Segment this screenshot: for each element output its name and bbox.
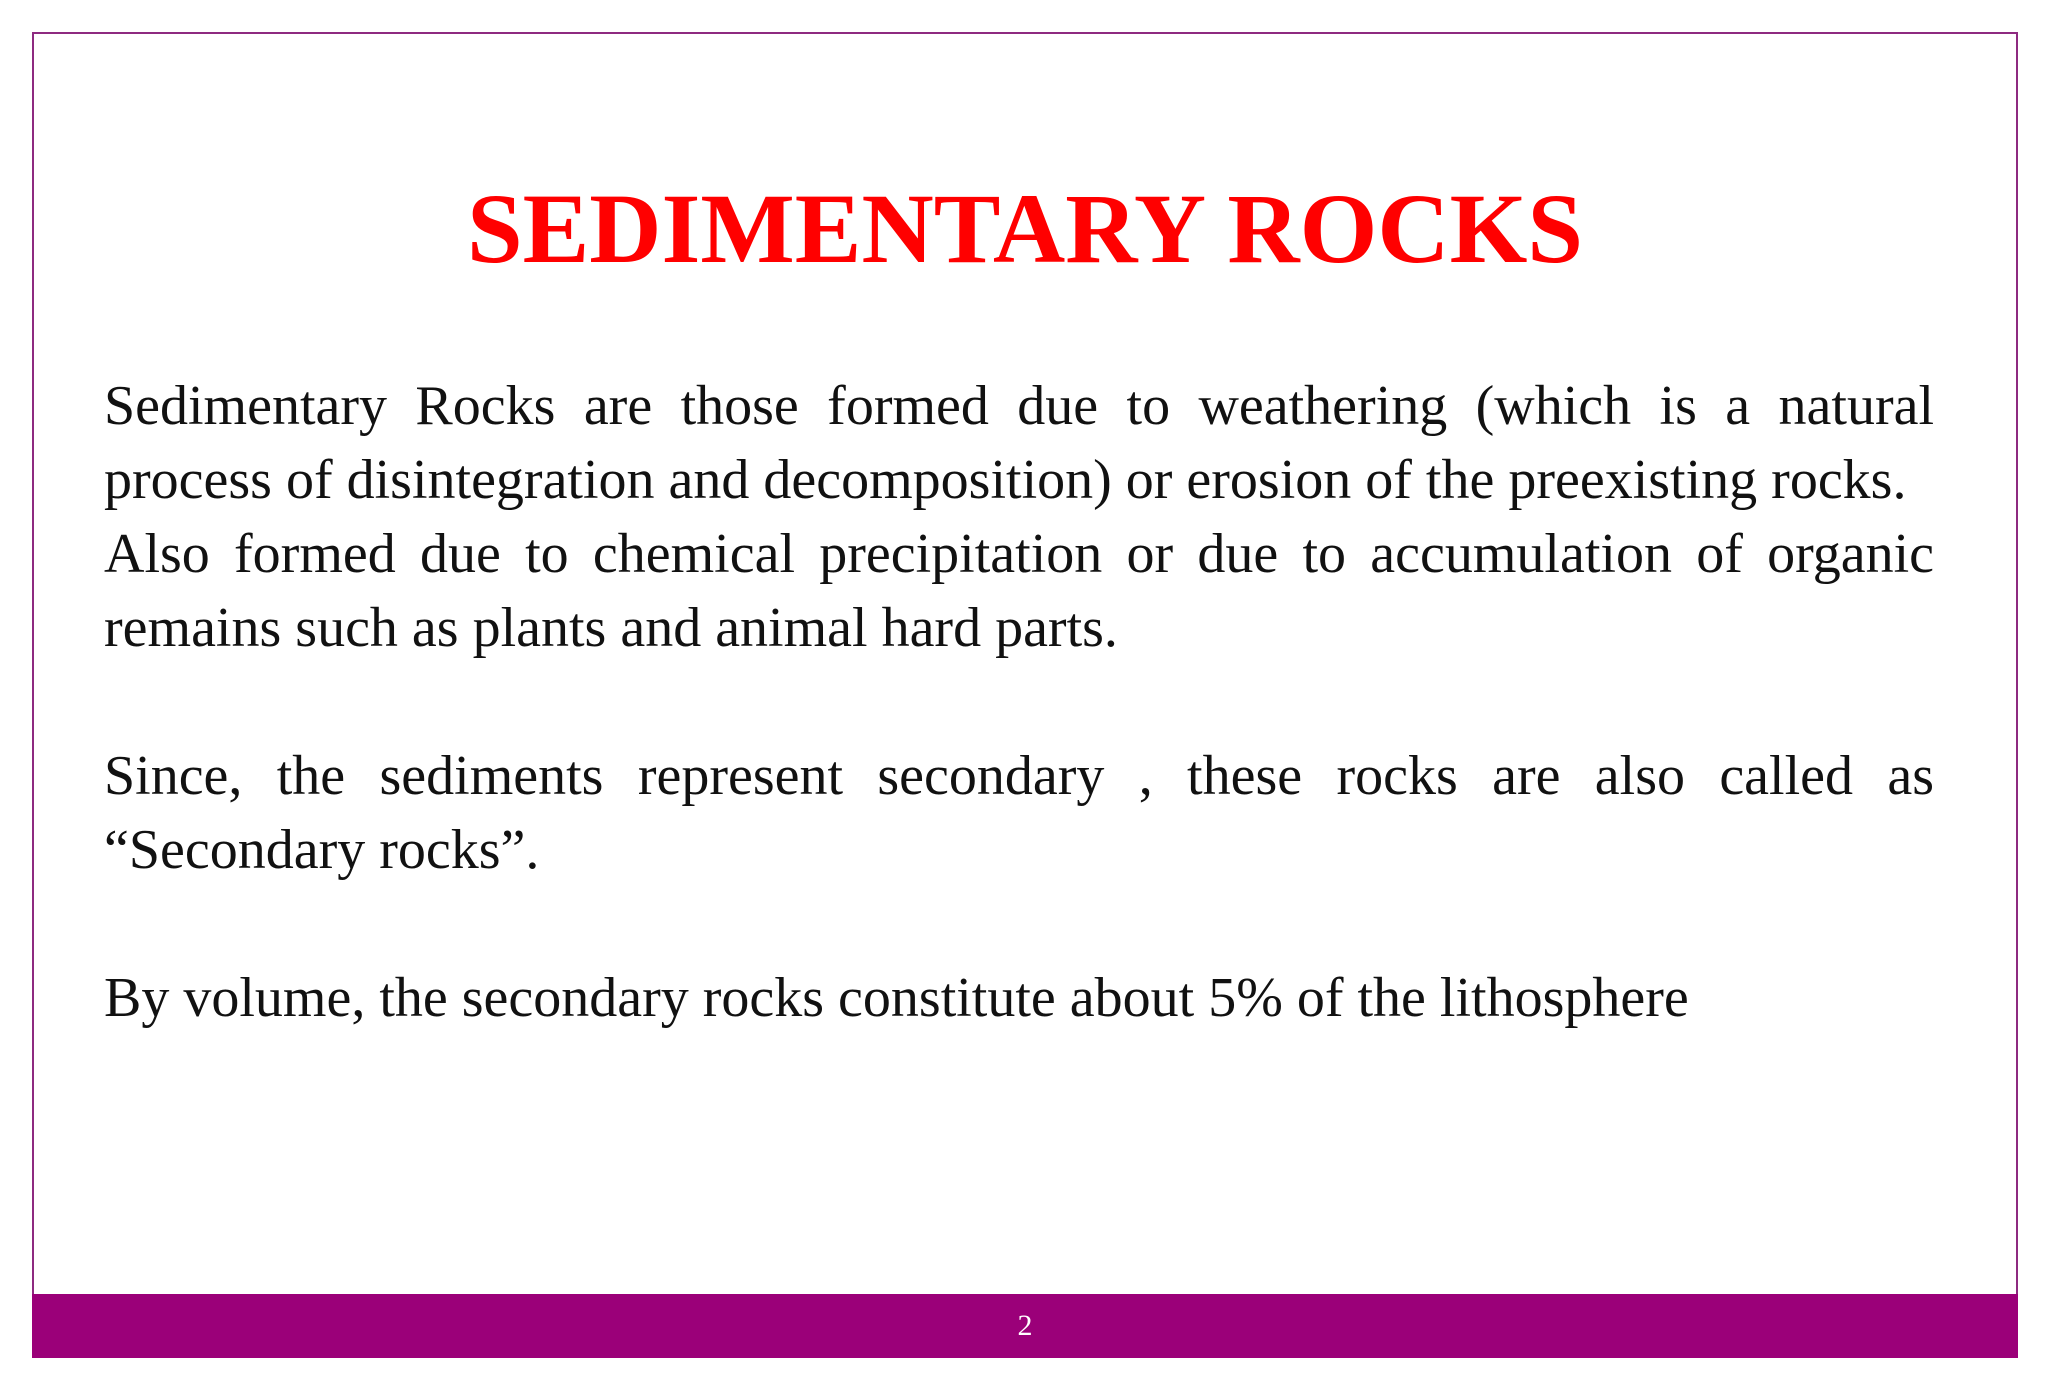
footer-bar [32, 1294, 2018, 1358]
slide-frame [32, 32, 2018, 1358]
paragraph-spacer [104, 665, 1934, 739]
paragraph-secondary-rocks: Since, the sediments represent secondary , these rocks are also called as “Secondary rocks”. [104, 745, 1934, 881]
paragraph-spacer [104, 887, 1934, 961]
slide-title: SEDIMENTARY ROCKS [466, 173, 1584, 284]
paragraph-volume: By volume, the secondary rocks constitute about 5% of the lithosphere [104, 967, 1689, 1029]
slide-body [104, 369, 1934, 1035]
paragraph-formation: Also formed due to chemical precipitation or due to accumulation of organic remains such as plants and animal hard parts. [104, 523, 1934, 659]
page-number: 2 [1017, 1309, 1033, 1342]
paragraph-definition: Sedimentary Rocks are those formed due to weathering (which is a natural process of disintegration and decomposition) or erosion of the preexisting rocks. [104, 375, 1934, 511]
